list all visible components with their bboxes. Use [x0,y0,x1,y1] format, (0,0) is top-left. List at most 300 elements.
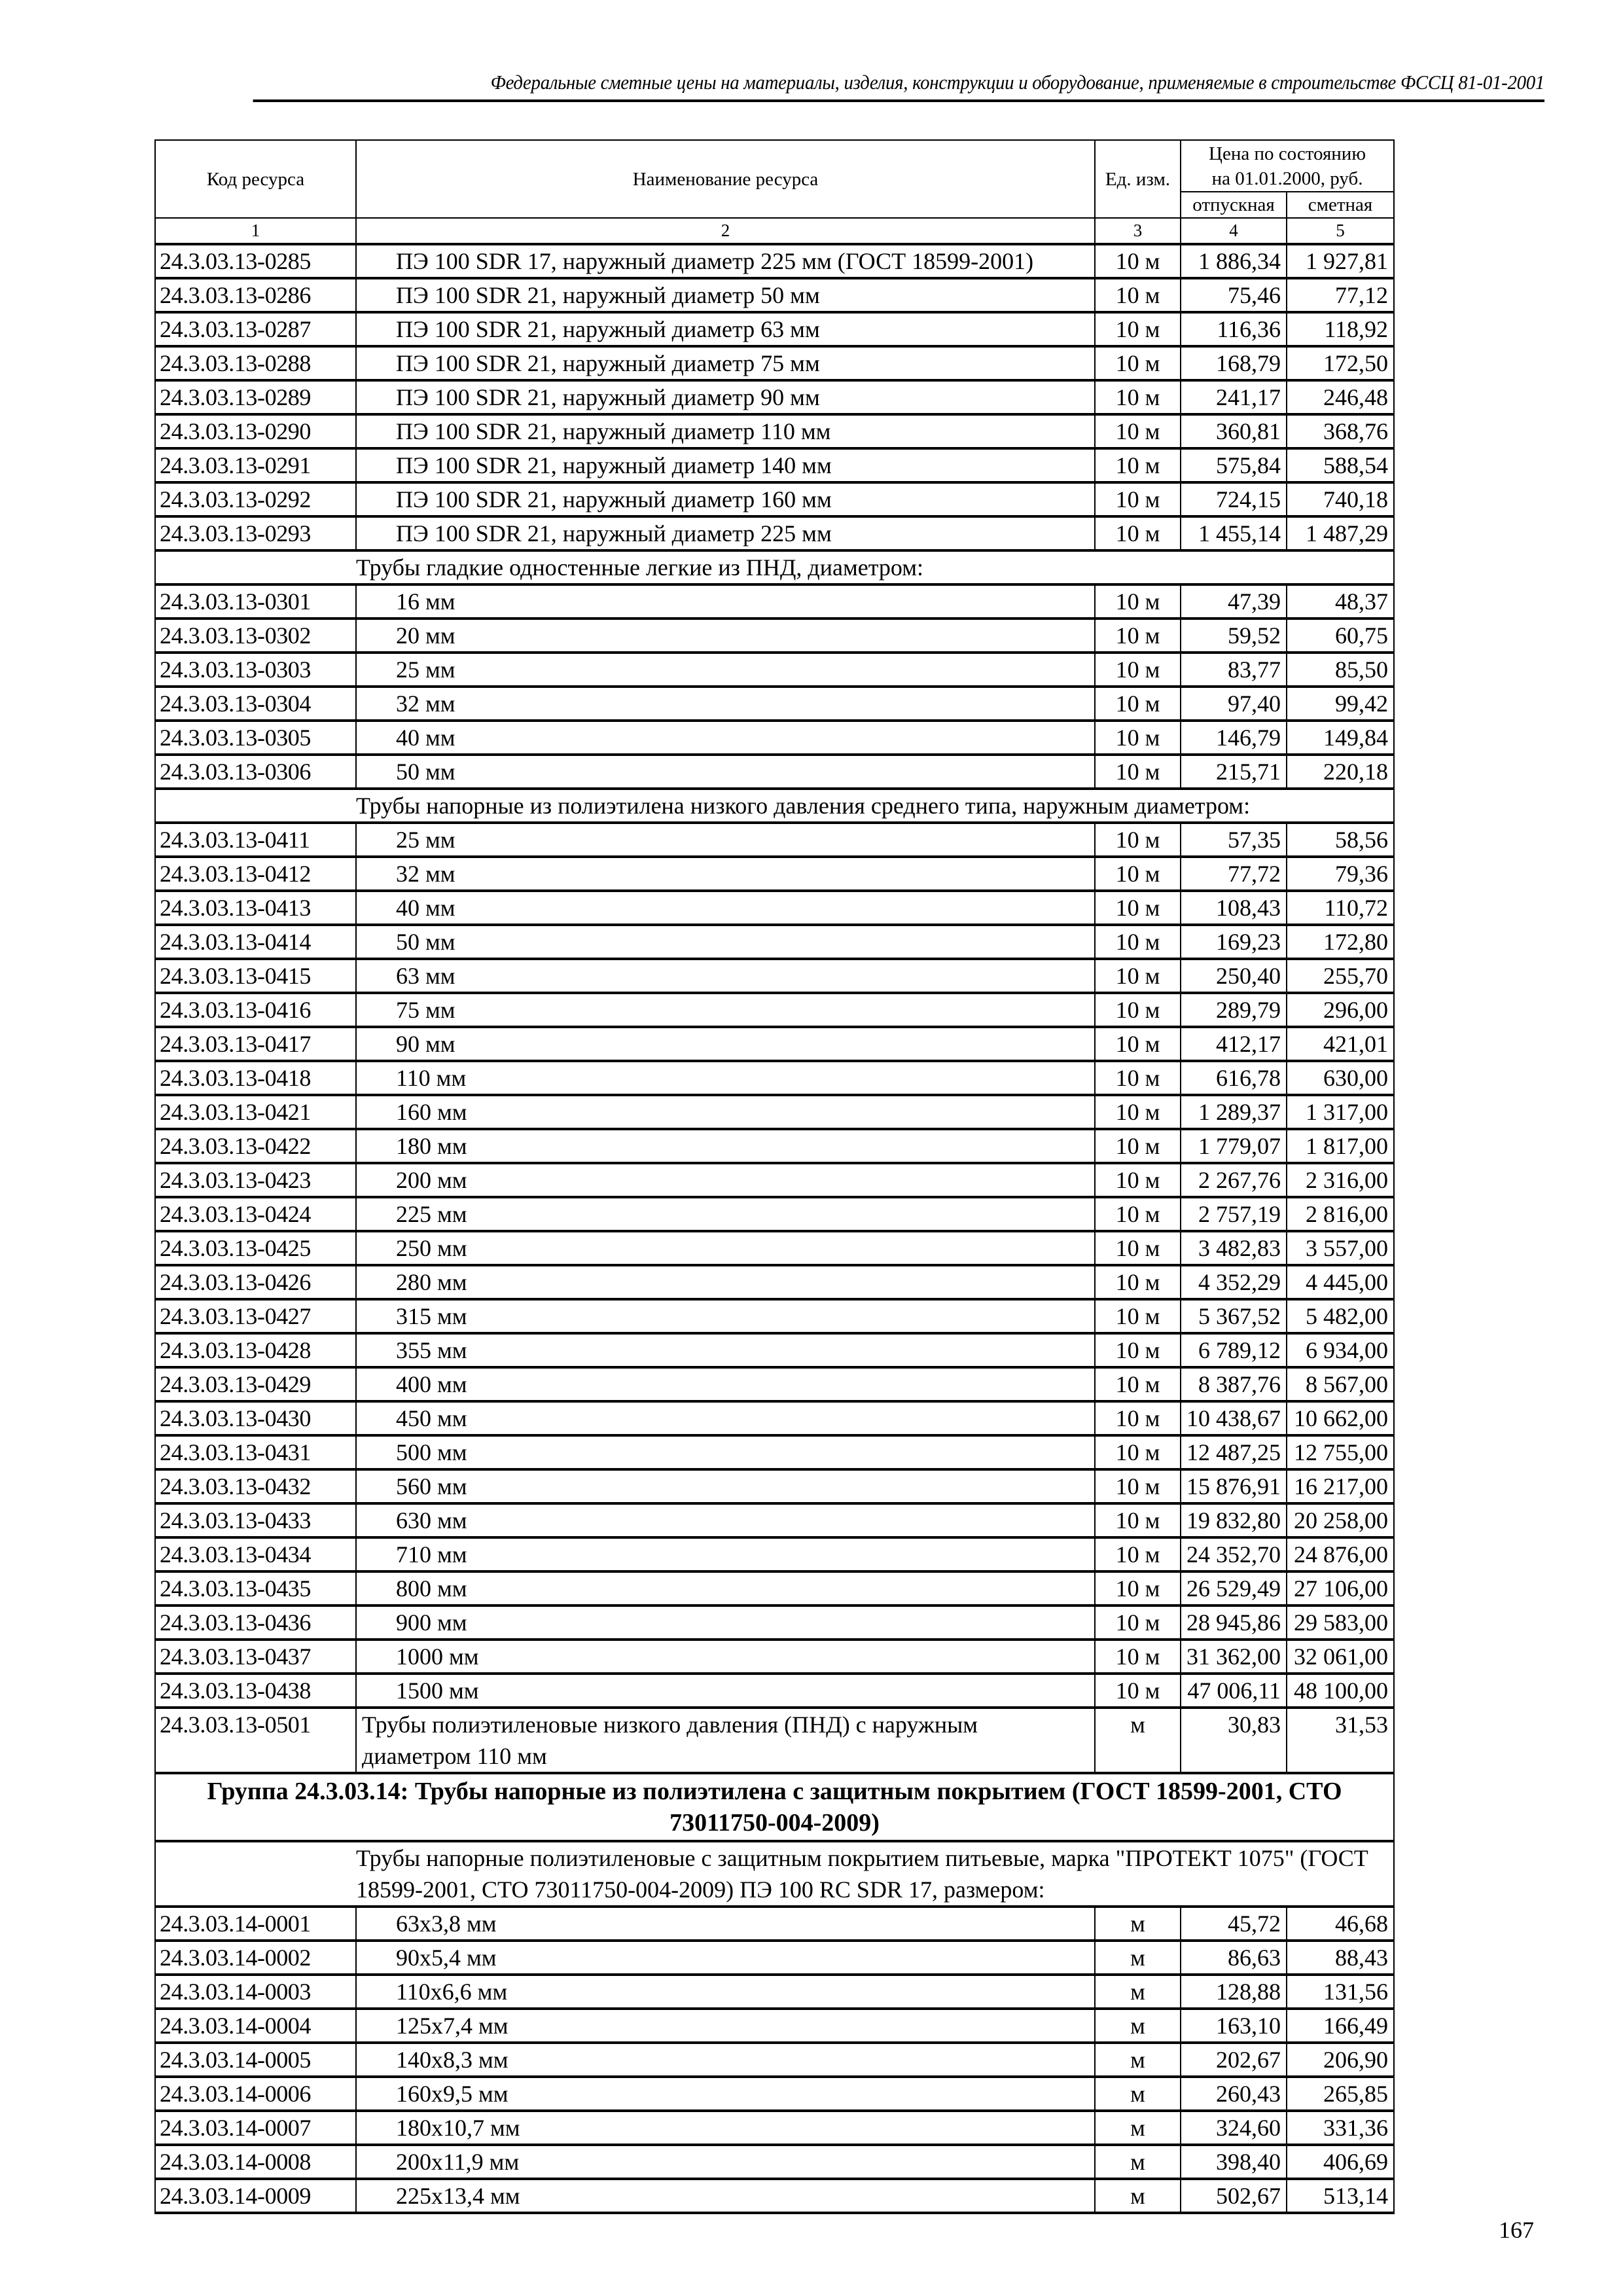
unit-of-measure: 10 м [1095,1265,1181,1299]
resource-code: 24.3.03.14-0001 [155,1907,356,1941]
unit-of-measure: 10 м [1095,993,1181,1027]
resource-name: ПЭ 100 SDR 21, наружный диаметр 75 мм [356,346,1095,380]
table-row [155,1708,1394,1773]
release-price: 97,40 [1181,687,1287,721]
release-price: 10 438,67 [1181,1401,1287,1435]
table-row [155,653,1394,687]
resource-name: 50 мм [356,925,1095,959]
resource-code: 24.3.03.14-0006 [155,2077,356,2111]
resource-code: 24.3.03.13-0427 [155,1299,356,1333]
resource-code: 24.3.03.13-0414 [155,925,356,959]
table-row [155,482,1394,516]
estimate-price: 172,80 [1287,925,1394,959]
release-price: 502,67 [1181,2179,1287,2213]
estimate-price: 31,53 [1287,1708,1394,1773]
release-price: 1 779,07 [1181,1129,1287,1163]
unit-of-measure: м [1095,1708,1181,1773]
resource-code: 24.3.03.13-0423 [155,1163,356,1197]
resource-name: 160 мм [356,1095,1095,1129]
table-row [155,2009,1394,2043]
unit-of-measure: 10 м [1095,925,1181,959]
release-price: 6 789,12 [1181,1333,1287,1367]
unit-of-measure: 10 м [1095,721,1181,755]
resource-name: 315 мм [356,1299,1095,1333]
release-price: 289,79 [1181,993,1287,1027]
resource-name: 1000 мм [356,1640,1095,1674]
unit-of-measure: 10 м [1095,1401,1181,1435]
resource-name: 25 мм [356,823,1095,857]
unit-of-measure: 10 м [1095,448,1181,482]
resource-name: 140x8,3 мм [356,2043,1095,2077]
release-price: 202,67 [1181,2043,1287,2077]
unit-of-measure: 10 м [1095,1163,1181,1197]
unit-of-measure: 10 м [1095,619,1181,653]
resource-name: 110x6,6 мм [356,1975,1095,2009]
release-price: 2 757,19 [1181,1197,1287,1231]
estimate-price: 406,69 [1287,2145,1394,2179]
release-price: 47,39 [1181,584,1287,619]
table-row [155,1231,1394,1265]
page-number: 167 [1499,2217,1534,2243]
resource-code: 24.3.03.13-0435 [155,1571,356,1605]
estimate-price: 1 927,81 [1287,244,1394,278]
unit-of-measure: 10 м [1095,1129,1181,1163]
table-row [155,380,1394,414]
resource-code: 24.3.03.14-0009 [155,2179,356,2213]
resource-code: 24.3.03.13-0417 [155,1027,356,1061]
release-price: 108,43 [1181,891,1287,925]
estimate-price: 46,68 [1287,1907,1394,1941]
release-price: 5 367,52 [1181,1299,1287,1333]
resource-code: 24.3.03.13-0501 [155,1708,356,1773]
unit-of-measure: 10 м [1095,346,1181,380]
estimate-price: 118,92 [1287,312,1394,346]
resource-name: 355 мм [356,1333,1095,1367]
resource-code: 24.3.03.13-0306 [155,755,356,789]
release-price: 168,79 [1181,346,1287,380]
unit-of-measure: 10 м [1095,1435,1181,1469]
resource-code: 24.3.03.13-0436 [155,1605,356,1640]
release-price: 4 352,29 [1181,1265,1287,1299]
resource-name: 560 мм [356,1469,1095,1503]
table-row [155,1435,1394,1469]
resource-code: 24.3.03.13-0434 [155,1537,356,1571]
table-row [155,312,1394,346]
release-price: 116,36 [1181,312,1287,346]
table-row [155,1571,1394,1605]
estimate-price: 131,56 [1287,1975,1394,2009]
resource-name: 200x11,9 мм [356,2145,1095,2179]
table-row [155,1537,1394,1571]
estimate-price: 220,18 [1287,755,1394,789]
release-price: 1 886,34 [1181,244,1287,278]
table-row [155,2043,1394,2077]
resource-code: 24.3.03.13-0303 [155,653,356,687]
unit-of-measure: 10 м [1095,1061,1181,1095]
release-price: 28 945,86 [1181,1605,1287,1640]
column-number: 5 [1287,218,1394,244]
resource-name: 90 мм [356,1027,1095,1061]
resource-code: 24.3.03.13-0304 [155,687,356,721]
table-row [155,2179,1394,2213]
resource-code: 24.3.03.13-0291 [155,448,356,482]
unit-of-measure: м [1095,1941,1181,1975]
estimate-price: 740,18 [1287,482,1394,516]
estimate-price: 172,50 [1287,346,1394,380]
resource-name: ПЭ 100 SDR 17, наружный диаметр 225 мм (ГОСТ 18599-2001) [356,244,1095,278]
table-row [155,687,1394,721]
resource-code: 24.3.03.13-0415 [155,959,356,993]
unit-of-measure: 10 м [1095,1605,1181,1640]
unit-of-measure: 10 м [1095,1674,1181,1708]
estimate-price: 27 106,00 [1287,1571,1394,1605]
resource-code: 24.3.03.13-0438 [155,1674,356,1708]
estimate-price: 24 876,00 [1287,1537,1394,1571]
resource-name: 1500 мм [356,1674,1095,1708]
release-price: 2 267,76 [1181,1163,1287,1197]
table-row [155,1299,1394,1333]
release-price: 15 876,91 [1181,1469,1287,1503]
resource-name: 630 мм [356,1503,1095,1537]
unit-of-measure: 10 м [1095,1231,1181,1265]
resource-name: 400 мм [356,1367,1095,1401]
resource-name: 110 мм [356,1061,1095,1095]
unit-of-measure: 10 м [1095,1640,1181,1674]
resource-name: 900 мм [356,1605,1095,1640]
estimate-price: 1 487,29 [1287,516,1394,550]
table-row [155,1907,1394,1941]
resource-name: 250 мм [356,1231,1095,1265]
estimate-price: 29 583,00 [1287,1605,1394,1640]
column-number: 1 [155,218,356,244]
resource-name: 75 мм [356,993,1095,1027]
resource-name: 800 мм [356,1571,1095,1605]
unit-of-measure: м [1095,2009,1181,2043]
table-row [155,1163,1394,1197]
release-price: 260,43 [1181,2077,1287,2111]
unit-of-measure: 10 м [1095,380,1181,414]
resource-name: 90x5,4 мм [356,1941,1095,1975]
unit-of-measure: 10 м [1095,1197,1181,1231]
table-row [155,278,1394,312]
unit-of-measure: 10 м [1095,653,1181,687]
unit-of-measure: 10 м [1095,1571,1181,1605]
resource-code: 24.3.03.13-0302 [155,619,356,653]
resource-name: ПЭ 100 SDR 21, наружный диаметр 50 мм [356,278,1095,312]
table-row [155,1605,1394,1640]
resource-name: 500 мм [356,1435,1095,1469]
unit-of-measure: м [1095,2145,1181,2179]
release-price: 3 482,83 [1181,1231,1287,1265]
resource-name: 63x3,8 мм [356,1907,1095,1941]
resource-code: 24.3.03.13-0432 [155,1469,356,1503]
estimate-price: 88,43 [1287,1941,1394,1975]
resource-code: 24.3.03.13-0433 [155,1503,356,1537]
unit-of-measure: 10 м [1095,482,1181,516]
table-row [155,516,1394,550]
resource-code: 24.3.03.13-0285 [155,244,356,278]
resource-code: 24.3.03.13-0413 [155,891,356,925]
estimate-price: 421,01 [1287,1027,1394,1061]
header-price-group: Цена по состоянию на 01.01.2000, руб. [1181,140,1394,192]
resource-code: 24.3.03.13-0293 [155,516,356,550]
table-row [155,1095,1394,1129]
table-row [155,1401,1394,1435]
release-price: 24 352,70 [1181,1537,1287,1571]
resource-code: 24.3.03.13-0421 [155,1095,356,1129]
estimate-price: 8 567,00 [1287,1367,1394,1401]
resource-code: 24.3.03.14-0008 [155,2145,356,2179]
estimate-price: 60,75 [1287,619,1394,653]
resource-name: 280 мм [356,1265,1095,1299]
release-price: 19 832,80 [1181,1503,1287,1537]
table-row [155,1367,1394,1401]
unit-of-measure: 10 м [1095,584,1181,619]
release-price: 75,46 [1181,278,1287,312]
resource-name: 180x10,7 мм [356,2111,1095,2145]
table-row [155,755,1394,789]
unit-of-measure: 10 м [1095,1299,1181,1333]
resource-name: ПЭ 100 SDR 21, наружный диаметр 140 мм [356,448,1095,482]
estimate-price: 58,56 [1287,823,1394,857]
unit-of-measure: 10 м [1095,1503,1181,1537]
estimate-price: 10 662,00 [1287,1401,1394,1435]
resource-name: 160x9,5 мм [356,2077,1095,2111]
estimate-price: 630,00 [1287,1061,1394,1095]
unit-of-measure: 10 м [1095,278,1181,312]
estimate-price: 368,76 [1287,414,1394,448]
estimate-price: 77,12 [1287,278,1394,312]
resource-code: 24.3.03.13-0286 [155,278,356,312]
price-table [154,139,1395,2214]
release-price: 250,40 [1181,959,1287,993]
table-body [155,244,1394,2213]
release-price: 169,23 [1181,925,1287,959]
table-row [155,2111,1394,2145]
estimate-price: 588,54 [1287,448,1394,482]
release-price: 398,40 [1181,2145,1287,2179]
release-price: 30,83 [1181,1708,1287,1773]
release-price: 47 006,11 [1181,1674,1287,1708]
release-price: 360,81 [1181,414,1287,448]
estimate-price: 32 061,00 [1287,1640,1394,1674]
column-number: 4 [1181,218,1287,244]
unit-of-measure: 10 м [1095,1027,1181,1061]
release-price: 215,71 [1181,755,1287,789]
section-heading-row [155,550,1394,584]
resource-code: 24.3.03.13-0412 [155,857,356,891]
estimate-price: 16 217,00 [1287,1469,1394,1503]
estimate-price: 48,37 [1287,584,1394,619]
estimate-price: 166,49 [1287,2009,1394,2043]
unit-of-measure: 10 м [1095,857,1181,891]
release-price: 26 529,49 [1181,1571,1287,1605]
unit-of-measure: 10 м [1095,959,1181,993]
table-row [155,448,1394,482]
table-row [155,1674,1394,1708]
release-price: 83,77 [1181,653,1287,687]
unit-of-measure: 10 м [1095,516,1181,550]
estimate-price: 48 100,00 [1287,1674,1394,1708]
table-row [155,1027,1394,1061]
estimate-price: 265,85 [1287,2077,1394,2111]
section-heading: Трубы напорные полиэтиленовые с защитным покрытием питьевые, марка "ПРОТЕКТ 1075" (ГОСТ 18599-2001, СТО 73011750-004-2009) ПЭ 100 RC SDR 17, размером: [155,1841,1394,1907]
resource-code: 24.3.03.13-0411 [155,823,356,857]
table-row [155,1129,1394,1163]
table-row [155,1265,1394,1299]
table-row [155,857,1394,891]
resource-name: 63 мм [356,959,1095,993]
resource-code: 24.3.03.14-0007 [155,2111,356,2145]
table-row [155,1197,1394,1231]
release-price: 724,15 [1181,482,1287,516]
resource-code: 24.3.03.13-0429 [155,1367,356,1401]
resource-code: 24.3.03.13-0424 [155,1197,356,1231]
table-row [155,993,1394,1027]
resource-code: 24.3.03.13-0422 [155,1129,356,1163]
resource-name: 32 мм [356,857,1095,891]
resource-name: ПЭ 100 SDR 21, наружный диаметр 90 мм [356,380,1095,414]
resource-code: 24.3.03.13-0289 [155,380,356,414]
unit-of-measure: м [1095,2179,1181,2213]
resource-code: 24.3.03.14-0004 [155,2009,356,2043]
resource-code: 24.3.03.13-0287 [155,312,356,346]
running-header: Федеральные сметные цены на материалы, изделия, конструкции и оборудование, применяемые в строительстве ФССЦ 81-01-2001 [253,69,1544,102]
resource-code: 24.3.03.13-0431 [155,1435,356,1469]
unit-of-measure: 10 м [1095,244,1181,278]
column-number: 2 [356,218,1095,244]
estimate-price: 255,70 [1287,959,1394,993]
resource-name: 20 мм [356,619,1095,653]
estimate-price: 206,90 [1287,2043,1394,2077]
release-price: 59,52 [1181,619,1287,653]
unit-of-measure: м [1095,2077,1181,2111]
estimate-price: 99,42 [1287,687,1394,721]
resource-code: 24.3.03.14-0005 [155,2043,356,2077]
unit-of-measure: м [1095,1907,1181,1941]
table-row [155,891,1394,925]
estimate-price: 331,36 [1287,2111,1394,2145]
resource-code: 24.3.03.14-0003 [155,1975,356,2009]
resource-code: 24.3.03.13-0305 [155,721,356,755]
estimate-price: 4 445,00 [1287,1265,1394,1299]
unit-of-measure: 10 м [1095,1469,1181,1503]
section-heading: Трубы гладкие одностенные легкие из ПНД, диаметром: [155,550,1394,584]
resource-name: 225x13,4 мм [356,2179,1095,2213]
estimate-price: 6 934,00 [1287,1333,1394,1367]
estimate-price: 1 317,00 [1287,1095,1394,1129]
estimate-price: 20 258,00 [1287,1503,1394,1537]
resource-name: 25 мм [356,653,1095,687]
section-heading-row [155,1841,1394,1907]
unit-of-measure: 10 м [1095,687,1181,721]
resource-code: 24.3.03.13-0425 [155,1231,356,1265]
resource-name: 40 мм [356,721,1095,755]
resource-code: 24.3.03.13-0416 [155,993,356,1027]
unit-of-measure: 10 м [1095,1095,1181,1129]
table-row [155,1469,1394,1503]
resource-code: 24.3.03.13-0418 [155,1061,356,1095]
resource-name: ПЭ 100 SDR 21, наружный диаметр 225 мм [356,516,1095,550]
table-row [155,1061,1394,1095]
release-price: 616,78 [1181,1061,1287,1095]
estimate-price: 513,14 [1287,2179,1394,2213]
resource-name: 710 мм [356,1537,1095,1571]
table-row [155,2077,1394,2111]
estimate-price: 1 817,00 [1287,1129,1394,1163]
estimate-price: 110,72 [1287,891,1394,925]
unit-of-measure: 10 м [1095,1537,1181,1571]
release-price: 8 387,76 [1181,1367,1287,1401]
resource-name: ПЭ 100 SDR 21, наружный диаметр 63 мм [356,312,1095,346]
header-name: Наименование ресурса [356,140,1095,218]
release-price: 45,72 [1181,1907,1287,1941]
unit-of-measure: м [1095,1975,1181,2009]
column-number: 3 [1095,218,1181,244]
table-row [155,1503,1394,1537]
resource-code: 24.3.03.13-0426 [155,1265,356,1299]
resource-name: 40 мм [356,891,1095,925]
unit-of-measure: м [1095,2111,1181,2145]
estimate-price: 149,84 [1287,721,1394,755]
group-heading-row [155,1773,1394,1841]
resource-name: ПЭ 100 SDR 21, наружный диаметр 110 мм [356,414,1095,448]
estimate-price: 2 816,00 [1287,1197,1394,1231]
resource-name: 50 мм [356,755,1095,789]
resource-name: 180 мм [356,1129,1095,1163]
release-price: 86,63 [1181,1941,1287,1975]
section-heading-row [155,789,1394,823]
estimate-price: 246,48 [1287,380,1394,414]
table-row [155,1941,1394,1975]
release-price: 412,17 [1181,1027,1287,1061]
release-price: 146,79 [1181,721,1287,755]
release-price: 77,72 [1181,857,1287,891]
resource-name: 125x7,4 мм [356,2009,1095,2043]
header-unit: Ед. изм. [1095,140,1181,218]
section-heading: Трубы напорные из полиэтилена низкого давления среднего типа, наружным диаметром: [155,789,1394,823]
resource-code: 24.3.03.13-0292 [155,482,356,516]
header-code: Код ресурса [155,140,356,218]
resource-code: 24.3.03.14-0002 [155,1941,356,1975]
release-price: 163,10 [1181,2009,1287,2043]
unit-of-measure: 10 м [1095,755,1181,789]
release-price: 31 362,00 [1181,1640,1287,1674]
table-row [155,1975,1394,2009]
group-heading: Группа 24.3.03.14: Трубы напорные из полиэтилена с защитным покрытием (ГОСТ 18599-2001, СТО 73011750-004-2009) [155,1773,1394,1841]
table-row [155,414,1394,448]
resource-code: 24.3.03.13-0437 [155,1640,356,1674]
release-price: 128,88 [1181,1975,1287,2009]
header-estimate-price: сметная [1287,192,1394,218]
unit-of-measure: 10 м [1095,891,1181,925]
resource-code: 24.3.03.13-0288 [155,346,356,380]
resource-name: 16 мм [356,584,1095,619]
release-price: 241,17 [1181,380,1287,414]
table-row [155,721,1394,755]
resource-name: 200 мм [356,1163,1095,1197]
unit-of-measure: 10 м [1095,823,1181,857]
estimate-price: 2 316,00 [1287,1163,1394,1197]
table-row [155,584,1394,619]
release-price: 1 289,37 [1181,1095,1287,1129]
release-price: 324,60 [1181,2111,1287,2145]
resource-code: 24.3.03.13-0301 [155,584,356,619]
column-number-row [155,218,1394,244]
unit-of-measure: 10 м [1095,414,1181,448]
estimate-price: 5 482,00 [1287,1299,1394,1333]
release-price: 57,35 [1181,823,1287,857]
